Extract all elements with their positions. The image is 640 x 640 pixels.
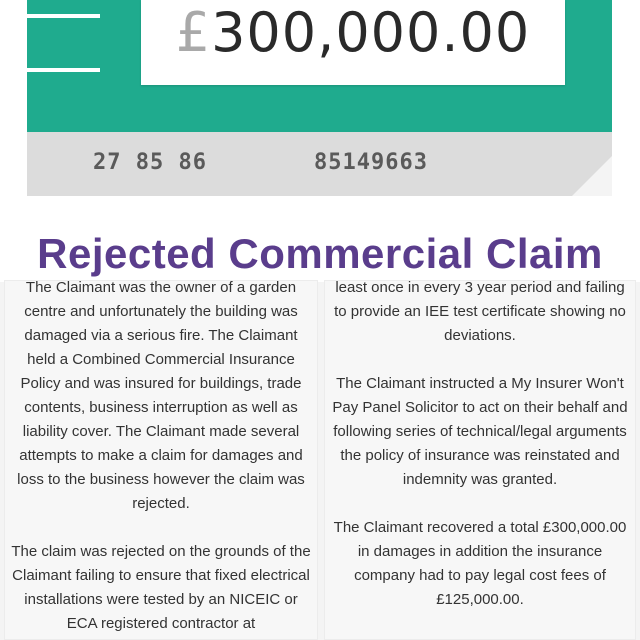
- left-paragraph-2: The claim was rejected on the grounds of the Claimant failing to ensure that fixed electrical installations were tested by an NICEIC or ECA registered contractor at: [11, 543, 311, 632]
- right-paragraph-2: The Claimant instructed a My Insurer Won't Pay Panel Solicitor to act on their behalf and following series of technical/legal arguments the policy of insurance was reinstated and indemnity was granted.: [332, 375, 628, 488]
- left-paragraph-1: The Claimant was the owner of a garden centre and unfortunately the building was damaged via a serious fire. The Claimant held a Combined Commercial Insurance Policy and was insured for buildings, trade contents, business interruption as well as liability cover. The Claimant made several attempts to make a claim for damages and loss to the business however the claim was rejected.: [17, 280, 305, 512]
- amount-value: 300,000.00: [211, 1, 531, 64]
- account-number: 85149663: [314, 150, 428, 175]
- right-column: [324, 280, 636, 640]
- amount-box: [141, 0, 565, 85]
- right-column-text: [331, 280, 629, 636]
- card-image: [0, 0, 640, 232]
- page-title: Rejected Commercial Claim: [0, 226, 640, 282]
- right-paragraph-1: least once in every 3 year period and failing to provide an IEE test certificate showing no deviations.: [334, 280, 626, 344]
- bank-card: [27, 0, 612, 196]
- left-column: [4, 280, 318, 640]
- sort-code: 27 85 86: [93, 150, 207, 175]
- card-decor-line: [27, 68, 100, 72]
- card-corner-fold: [572, 156, 612, 196]
- right-paragraph-3: The Claimant recovered a total £300,000.00 in damages in addition the insurance company had to pay legal cost fees of £125,000.00.: [333, 519, 627, 608]
- left-column-text: [11, 280, 311, 640]
- currency-symbol: £: [175, 1, 212, 64]
- card-decor-line: [27, 14, 100, 18]
